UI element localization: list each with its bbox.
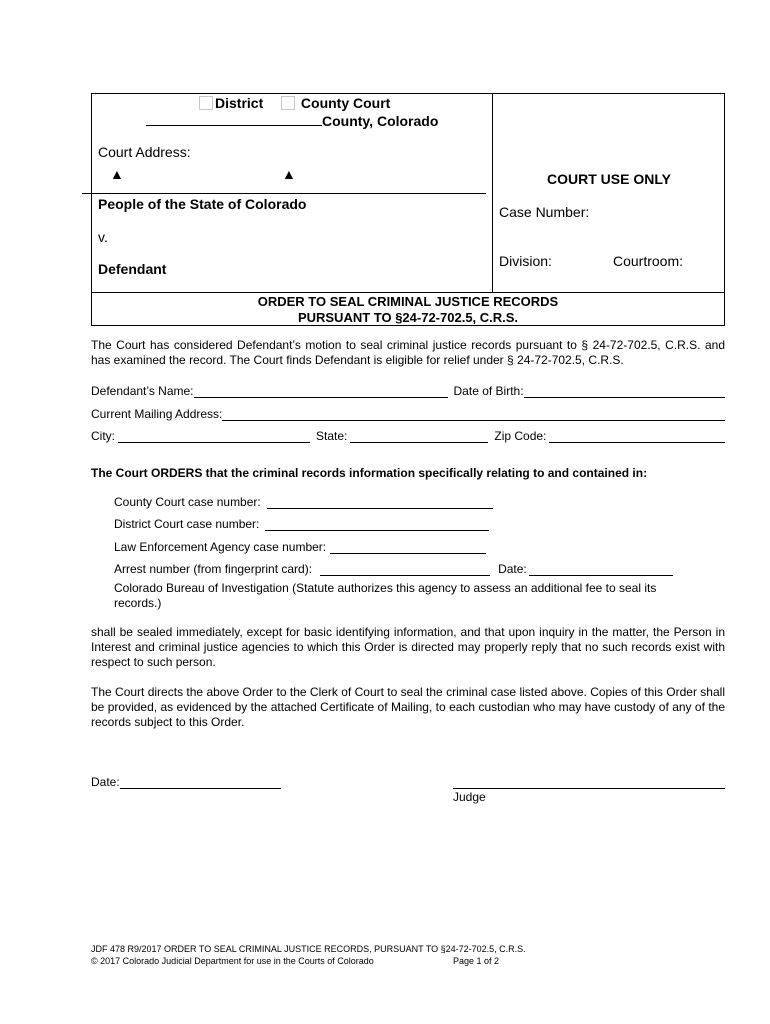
law-enforcement-field[interactable]: [330, 541, 486, 554]
cbi-item: Colorado Bureau of Investigation (Statute authorizes this agency to assess an additional fee to seal its records.): [114, 581, 657, 610]
defendant-name-row: [91, 382, 725, 398]
district-label: District: [215, 95, 264, 111]
arrest-number-label: Arrest number (from fingerprint card):: [114, 562, 313, 576]
city-state-zip-row: [91, 427, 725, 443]
footer-copyright: © 2017 Colorado Judicial Department for use in the Courts of Colorado: [91, 956, 374, 966]
intro-paragraph: The Court has considered Defendant’s motion to seal criminal justice records pursuant to § 24-72-702.5, C.R.S. and has examined the record. The Court finds Defendant is eligible for relief under § 24-72-702.5, C.R.S.: [91, 338, 725, 367]
defendant-label: Defendant: [98, 261, 167, 277]
defendant-name-field[interactable]: [194, 385, 448, 398]
document-title: [92, 294, 724, 326]
judge-label: Judge: [453, 790, 486, 804]
footer-form-line: JDF 478 R9/2017 ORDER TO SEAL CRIMINAL JUSTICE RECORDS, PURSUANT TO §24-72-702.5, C.R.S.: [91, 944, 526, 954]
people-label: People of the State of Colorado: [98, 196, 307, 212]
case-number-label: Case Number:: [499, 204, 590, 220]
footer-page-number: Page 1 of 2: [453, 956, 500, 966]
up-arrow-icon: ▲: [110, 166, 124, 182]
mailing-address-row: [91, 405, 725, 421]
defendant-name-label: Defendant’s Name:: [91, 384, 194, 398]
caption-party-separator: [82, 193, 486, 194]
caption-vertical-divider: [492, 94, 493, 292]
mailing-address-label: Current Mailing Address:: [91, 407, 223, 421]
court-use-only-label: COURT USE ONLY: [547, 171, 671, 187]
up-arrow-icon: ▲: [282, 166, 296, 182]
law-enforcement-label: Law Enforcement Agency case number:: [114, 540, 327, 554]
district-case-label: District Court case number:: [114, 517, 260, 531]
dob-field[interactable]: [524, 385, 725, 398]
district-case-row: [114, 515, 495, 531]
city-label: City:: [91, 429, 115, 443]
arrest-date-field[interactable]: [529, 563, 673, 576]
caption-horizontal-divider: [92, 292, 724, 293]
title-line-1: ORDER TO SEAL CRIMINAL JUSTICE RECORDS: [257, 294, 559, 309]
mailing-address-field[interactable]: [222, 408, 725, 421]
title-line-2: PURSUANT TO §24-72-702.5, C.R.S.: [297, 310, 519, 325]
state-label: State:: [316, 429, 348, 443]
county-case-row: [114, 493, 499, 509]
division-label: Division:: [499, 253, 552, 269]
law-enforcement-row: [114, 538, 492, 554]
signature-date-row: [91, 773, 281, 789]
arrest-number-field[interactable]: [320, 563, 490, 576]
judge-signature-line[interactable]: [453, 788, 725, 789]
county-colorado-label: County, Colorado: [322, 113, 439, 129]
signature-date-field[interactable]: [120, 776, 281, 789]
county-court-checkbox[interactable]: [281, 96, 295, 110]
district-case-field[interactable]: [265, 518, 489, 531]
directs-paragraph: The Court directs the above Order to the Clerk of Court to seal the criminal case listed above. Copies of this Order shall be provided, as evidenced by the attached Certificate of Mailing, to each custodian who may have custody of any of the records subject to this Order.: [91, 685, 725, 729]
arrest-date-label: Date:: [498, 562, 527, 576]
orders-heading: The Court ORDERS that the criminal records information specifically relating to and contained in:: [91, 466, 648, 480]
arrest-number-row: [114, 560, 679, 576]
caption-box: [91, 93, 725, 326]
county-name-blank[interactable]: [146, 112, 322, 126]
zip-label: Zip Code:: [494, 429, 547, 443]
county-court-label: County Court: [300, 95, 391, 111]
county-case-label: County Court case number:: [114, 495, 261, 509]
county-colorado-row: [146, 112, 438, 129]
state-field[interactable]: [350, 430, 488, 443]
versus-label: v.: [98, 229, 108, 245]
sealed-paragraph: shall be sealed immediately, except for basic identifying information, and that upon inquiry in the matter, the Person in Interest and criminal justice agencies to which this Order is directed may properly reply that no such records exist with respect to such person.: [91, 625, 725, 669]
court-type-row: [199, 95, 390, 111]
zip-field[interactable]: [549, 430, 725, 443]
district-checkbox[interactable]: [199, 96, 213, 110]
signature-date-label: Date:: [91, 775, 120, 789]
county-case-field[interactable]: [267, 496, 493, 509]
city-field[interactable]: [118, 430, 310, 443]
courtroom-label: Courtroom:: [613, 253, 684, 269]
court-address-label: Court Address:: [98, 144, 191, 160]
dob-label: Date of Birth:: [453, 384, 524, 398]
